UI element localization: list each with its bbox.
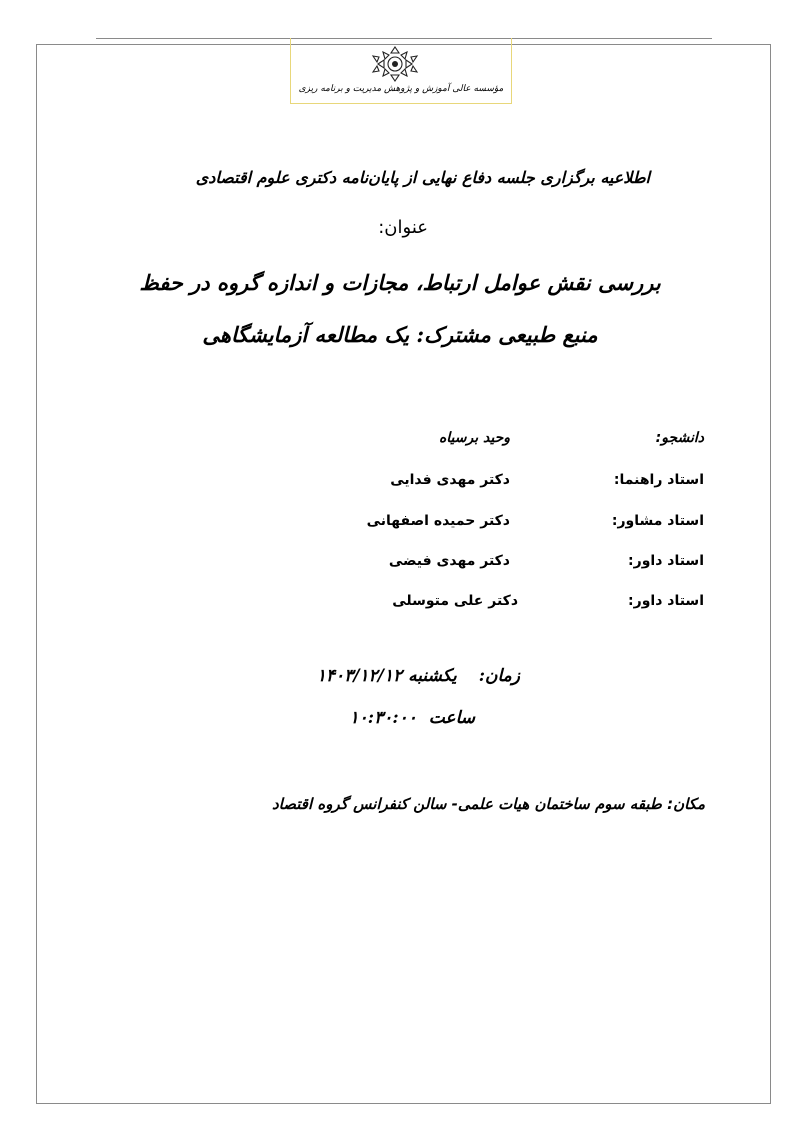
date-row [120, 666, 520, 686]
institute-name: مؤسسه عالی آموزش و پژوهش مدیریت و برنامه ریزی [298, 84, 504, 94]
date-label: زمان: [478, 666, 520, 686]
student-label: دانشجو: [655, 430, 704, 446]
venue-line: مکان: طبقه سوم ساختمان هیات علمی- سالن کنفرانس گروه اقتصاد [271, 795, 705, 813]
supervisor-label: استاد راهنما: [613, 472, 704, 488]
examiner-label-1: استاد داور: [628, 553, 704, 569]
supervisor-name: دکتر مهدی فدایی [390, 472, 510, 488]
advisor-name: دکتر حمیده اصفهانی [366, 513, 510, 529]
time-label: ساعت [428, 708, 475, 728]
date-value: یکشنبه ۱۴۰۳/۱۲/۱۲ [316, 666, 457, 686]
time-row [75, 708, 475, 728]
announcement-heading: اطلاعیه برگزاری جلسه دفاع نهایی از پایان‌نامه دکتری علوم اقتصادی [195, 168, 650, 187]
examiner-name-2: دکتر علی متوسلی [392, 593, 518, 609]
title-label: عنوان: [378, 217, 428, 238]
examiner-label-2: استاد داور: [628, 593, 704, 609]
thesis-title-line-1: بررسی نقش عوامل ارتباط، مجازات و اندازه گروه در حفظ [139, 270, 661, 295]
student-name: وحید برسیاه [438, 430, 510, 446]
time-value: ۱۰:۳۰:۰۰ [349, 708, 417, 728]
thesis-title-line-2: منبع طبیعی مشترک: یک مطالعه آزمایشگاهی [202, 322, 598, 347]
advisor-label: استاد مشاور: [611, 513, 704, 529]
institute-emblem-icon [369, 44, 421, 84]
header-logo-box [290, 38, 512, 104]
examiner-name-1: دکتر مهدی فیضی [388, 553, 510, 569]
page-border [36, 44, 771, 1104]
